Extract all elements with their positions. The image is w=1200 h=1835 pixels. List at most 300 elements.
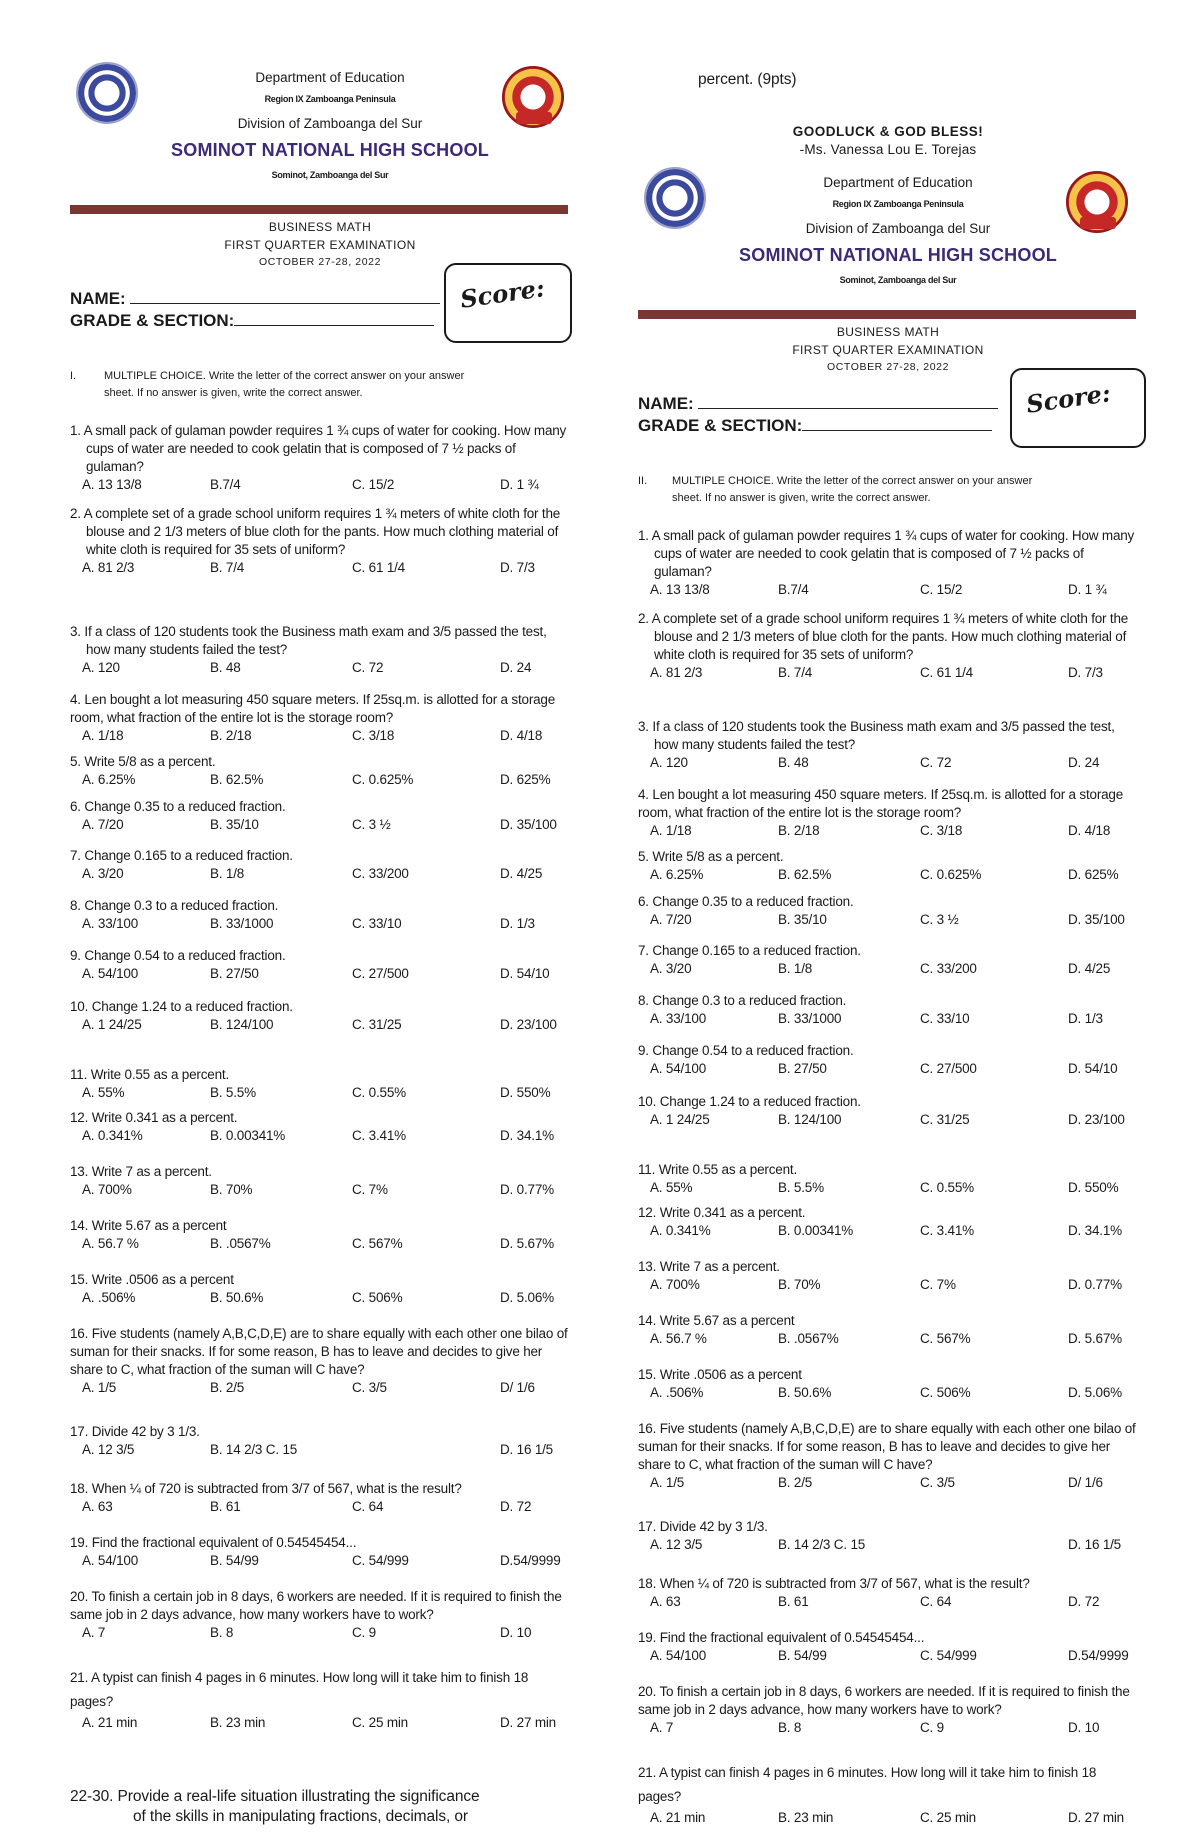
option-a: A. 81 2/3 [650,665,703,680]
option-a: A. 700% [650,1277,700,1292]
option-b: B. .0567% [210,1236,271,1251]
option-c: C. 3 ½ [920,912,959,927]
option-c: C. 3/5 [920,1475,955,1490]
option-c: C. 3.41% [920,1223,974,1238]
option-d: D. 5.06% [500,1290,554,1305]
option-d: D. 27 min [500,1715,556,1730]
question-stem: 4. Len bought a lot measuring 450 square meters. If 25sq.m. is allotted for a storage room, what fraction of the entire lot is the storage room? [70,692,556,725]
option-d: D. 34.1% [500,1128,554,1143]
question-stem: 20. To finish a certain job in 8 days, 6 workers are needed. If it is required to finish the same job in 2 days advance, how many workers have to work? [70,1589,562,1622]
question-8 [70,897,570,933]
question-7 [638,942,1138,978]
option-d: D. 23/100 [500,1017,557,1032]
answer-options [70,659,570,677]
student-info [638,393,998,437]
option-a: A. 6.25% [82,772,136,787]
option-d: D. 35/100 [500,817,557,832]
option-a: A. 7 [650,1720,674,1735]
question-15 [70,1271,570,1307]
question-stem: 12. Write 0.341 as a percent. [70,1110,238,1125]
question-stem: 7. Change 0.165 to a reduced fraction. [638,943,861,958]
answer-options [638,1276,1138,1294]
answer-options [70,1127,570,1145]
grade-section-label: GRADE & SECTION: [70,311,235,330]
option-d: D. 72 [1068,1594,1100,1609]
score-label: Score: [458,273,547,314]
option-b: B. 2/5 [778,1475,813,1490]
option-a: A. 33/100 [650,1011,706,1026]
grade-section-blank[interactable] [802,415,992,431]
option-b: B. 124/100 [210,1017,274,1032]
option-c: C. 33/200 [352,866,409,881]
question-stem: 14. Write 5.67 as a percent [638,1313,795,1328]
option-c: C. 0.625% [352,772,414,787]
question-14 [638,1312,1138,1348]
instructions-line-1: MULTIPLE CHOICE. Write the letter of the correct answer on your answer [672,475,1033,487]
option-b: B. 14 2/3 C. 15 [778,1537,866,1552]
question-stem: 19. Find the fractional equivalent of 0.54545454... [70,1535,357,1550]
option-c: C. 3/18 [352,728,395,743]
answer-options [638,1647,1138,1665]
exam-title: FIRST QUARTER EXAMINATION [792,343,984,357]
student-info [70,288,440,332]
option-c: C. 25 min [352,1715,408,1730]
option-b: B. 1/8 [778,961,813,976]
option-d: D. 0.77% [1068,1277,1122,1292]
option-c: C. 25 min [920,1810,976,1825]
option-d: D. 10 [1068,1720,1100,1735]
option-b: B. 7/4 [778,665,813,680]
question-stem: 6. Change 0.35 to a reduced fraction. [638,894,854,909]
question-21 [70,1666,570,1732]
option-b: B. 27/50 [210,966,259,981]
question-13 [638,1258,1138,1294]
answer-options [70,559,570,577]
option-b: B. 0.00341% [778,1223,854,1238]
question-12 [70,1109,570,1145]
school-name: SOMINOT NATIONAL HIGH SCHOOL [171,140,489,160]
exam-date: OCTOBER 27-28, 2022 [826,361,950,373]
question-stem: 13. Write 7 as a percent. [638,1259,780,1274]
option-a: A. 54/100 [650,1648,706,1663]
question-12 [638,1204,1138,1240]
question-stem: 3. If a class of 120 students took the Business math exam and 3/5 passed the test, how many students failed the test? [70,624,547,657]
question-stem: 9. Change 0.54 to a reduced fraction. [70,948,286,963]
option-c: C. 54/999 [920,1648,977,1663]
question-6 [638,893,1138,929]
option-a: A. 12 3/5 [82,1442,135,1457]
question-18 [70,1480,570,1516]
school-address: Sominot, Zamboanga del Sur [271,170,389,180]
option-d: D.54/9999 [500,1553,561,1568]
option-b: B. 54/99 [210,1553,259,1568]
option-d: D. 625% [1068,867,1119,882]
option-a: A. 3/20 [82,866,124,881]
option-a: A. 63 [82,1499,113,1514]
question-stem: 21. A typist can finish 4 pages in 6 minutes. How long will it take him to finish 18 pages? [70,1670,529,1709]
question-stem: 13. Write 7 as a percent. [70,1164,212,1179]
question-19 [638,1629,1138,1665]
answer-options [638,1010,1138,1028]
answer-options [638,581,1138,599]
option-c: C. 506% [920,1385,971,1400]
option-b: B. 2/5 [210,1380,245,1395]
answer-options [638,1474,1138,1492]
option-d: D. 24 [500,660,532,675]
option-b: B. 8 [210,1625,234,1640]
answer-options [638,960,1138,978]
option-c: C. 0.625% [920,867,982,882]
question-stem: 19. Find the fractional equivalent of 0.54545454... [638,1630,925,1645]
question-16 [638,1420,1138,1492]
answer-options [638,1111,1138,1129]
right-header [638,105,1158,435]
question-14 [70,1217,570,1253]
option-d: D. 4/25 [1068,961,1111,976]
question-stem: 18. When ¼ of 720 is subtracted from 3/7 of 567, what is the result? [70,1481,462,1496]
region-label: Region IX Zamboanga Peninsula [264,94,396,104]
option-a: A. 21 min [82,1715,138,1730]
exam-date: OCTOBER 27-28, 2022 [258,256,382,268]
division-label: Division of Zamboanga del Sur [237,116,423,131]
option-c: C. 567% [352,1236,403,1251]
option-a: A. 1/5 [82,1380,117,1395]
answer-options [70,1235,570,1253]
option-a: A. 6.25% [650,867,704,882]
answer-options [70,915,570,933]
option-d: D. 34.1% [1068,1223,1122,1238]
option-a: A. .506% [82,1290,136,1305]
question-stem: 5. Write 5/8 as a percent. [70,754,216,769]
option-a: A. 1/5 [650,1475,685,1490]
option-c: C. 33/10 [352,916,402,931]
option-c: C. 61 1/4 [920,665,973,680]
answer-options [70,771,570,789]
instructions [638,473,1138,507]
option-b: B.7/4 [778,582,809,597]
answer-options [70,1624,570,1642]
question-9 [638,1042,1138,1078]
answer-options [70,1289,570,1307]
option-a: A. 120 [82,660,120,675]
option-b: B. 5.5% [210,1085,256,1100]
option-d: D. 7/3 [1068,665,1103,680]
option-d: D. 16 1/5 [1068,1537,1121,1552]
option-c: C. 7% [920,1277,956,1292]
option-a: A. 13 13/8 [82,477,142,492]
question-4 [638,786,1138,840]
name-blank[interactable] [130,288,440,304]
school-name: SOMINOT NATIONAL HIGH SCHOOL [739,245,1057,265]
option-a: A. 54/100 [650,1061,706,1076]
question-1 [70,422,570,494]
option-b: B. 27/50 [778,1061,827,1076]
option-b: B. .0567% [778,1331,839,1346]
question-stem: 7. Change 0.165 to a reduced fraction. [70,848,293,863]
answer-options [638,754,1138,772]
option-a: A. 13 13/8 [650,582,710,597]
option-a: A. 55% [650,1180,693,1195]
option-d: D. 35/100 [1068,912,1125,927]
option-a: A. .506% [650,1385,704,1400]
answer-options [638,1719,1138,1737]
section-number: I. [70,370,77,382]
option-c: C. 33/10 [920,1011,970,1026]
option-c: C. 15/2 [920,582,963,597]
question-9 [70,947,570,983]
option-b: B.7/4 [210,477,241,492]
question-stem: 10. Change 1.24 to a reduced fraction. [70,999,293,1014]
option-a: A. 120 [650,755,688,770]
option-d: D. 5.67% [500,1236,554,1251]
option-a: A. 56.7 % [82,1236,139,1251]
option-b: B. 62.5% [210,772,264,787]
school-address: Sominot, Zamboanga del Sur [839,275,957,285]
division-label: Division of Zamboanga del Sur [805,221,991,236]
question-2 [70,505,570,577]
essay-line-2: of the skills in manipulating fractions, decimals, or [133,1808,468,1825]
option-a: A. 1/18 [82,728,124,743]
option-d: D. 7/3 [500,560,535,575]
name-label: NAME: [638,394,694,413]
question-20 [638,1683,1138,1737]
question-stem: 3. If a class of 120 students took the Business math exam and 3/5 passed the test, how many students failed the test? [638,719,1115,752]
answer-options [70,865,570,883]
option-d: D. 1 ¾ [500,477,539,492]
option-b: B. 70% [210,1182,253,1197]
question-21 [638,1761,1138,1827]
option-b: B. 8 [778,1720,802,1735]
option-b: B. 33/1000 [778,1011,842,1026]
answer-options [638,911,1138,929]
answer-options [70,1181,570,1199]
answer-options [638,1060,1138,1078]
score-label: Score: [1024,378,1113,419]
option-d: D. 24 [1068,755,1100,770]
question-stem: 21. A typist can finish 4 pages in 6 minutes. How long will it take him to finish 18 pages? [638,1765,1097,1804]
option-b: B. 1/8 [210,866,245,881]
answer-options [70,476,570,494]
answer-options [638,1809,1138,1827]
exam-title: FIRST QUARTER EXAMINATION [224,238,416,252]
name-label: NAME: [70,289,126,308]
answer-options [70,965,570,983]
option-c: C. 27/500 [352,966,409,981]
option-a: A. 33/100 [82,916,138,931]
option-c: C. 72 [920,755,952,770]
instructions-line-2: sheet. If no answer is given, write the correct answer. [672,492,931,504]
option-b: B. 14 2/3 C. 15 [210,1442,298,1457]
option-a: A. 0.341% [650,1223,711,1238]
option-a: A. 0.341% [82,1128,143,1143]
answer-options [638,1384,1138,1402]
question-19 [70,1534,570,1570]
option-a: A. 700% [82,1182,132,1197]
essay-question [70,1787,480,1827]
option-d: D.54/9999 [1068,1648,1129,1663]
question-stem: 11. Write 0.55 as a percent. [70,1067,229,1082]
option-a: A. 54/100 [82,1553,138,1568]
answer-options [70,1084,570,1102]
option-d: D. 1 ¾ [1068,582,1107,597]
exam-subject: BUSINESS MATH [268,220,372,234]
option-d: D. 0.77% [500,1182,554,1197]
option-a: A. 3/20 [650,961,692,976]
question-11 [70,1066,570,1102]
question-stem: 1. A small pack of gulaman powder requires 1 ¾ cups of water for cooking. How many cups of water are needed to cook gelatin that is composed of 7 ½ packs of gulaman? [70,423,567,474]
option-c: C. 0.55% [352,1085,406,1100]
option-d: D. 72 [500,1499,532,1514]
answer-options [70,1016,570,1034]
question-8 [638,992,1138,1028]
option-d: D. 10 [500,1625,532,1640]
essay-line-1: 22-30. Provide a real-life situation illustrating the significance [70,1788,480,1805]
option-d: D. 16 1/5 [500,1442,553,1457]
answer-options [638,664,1138,682]
region-label: Region IX Zamboanga Peninsula [832,199,964,209]
goodluck-message: GOODLUCK & GOD BLESS! [792,124,984,139]
option-c: C. 3 ½ [352,817,391,832]
option-c: C. 31/25 [920,1112,970,1127]
option-d: D/ 1/6 [500,1380,535,1395]
option-c: C. 27/500 [920,1061,977,1076]
answer-options [70,1441,570,1459]
option-a: A. 81 2/3 [82,560,135,575]
option-c: C. 64 [920,1594,952,1609]
option-c: C. 33/200 [920,961,977,976]
question-stem: 8. Change 0.3 to a reduced fraction. [638,993,847,1008]
option-d: D. 1/3 [1068,1011,1103,1026]
grade-section-blank[interactable] [234,310,434,326]
question-stem: 2. A complete set of a grade school uniform requires 1 ¾ meters of white cloth for the blouse and 2 1/3 meters of blue cloth for the pants. How much clothing material of white cloth is required for 35 sets of uniform? [638,611,1129,662]
option-c: C. 15/2 [352,477,395,492]
answer-options [638,1330,1138,1348]
question-20 [70,1588,570,1642]
question-stem: 9. Change 0.54 to a reduced fraction. [638,1043,854,1058]
question-stem: 18. When ¼ of 720 is subtracted from 3/7 of 567, what is the result? [638,1576,1030,1591]
question-stem: 4. Len bought a lot measuring 450 square meters. If 25sq.m. is allotted for a storage room, what fraction of the entire lot is the storage room? [638,787,1124,820]
option-c: C. 3/18 [920,823,963,838]
question-3 [638,718,1138,772]
option-b: B. 70% [778,1277,821,1292]
option-d: D. 550% [500,1085,551,1100]
teacher-name: -Ms. Vanessa Lou E. Torejas [799,142,977,157]
option-d: D. 625% [500,772,551,787]
instructions-line-2: sheet. If no answer is given, write the correct answer. [104,387,363,399]
answer-options [638,1536,1138,1554]
question-stem: 17. Divide 42 by 3 1/3. [70,1424,200,1439]
answer-options [70,1552,570,1570]
department-label: Department of Education [255,70,405,85]
question-2 [638,610,1138,682]
score-box [1010,368,1146,448]
question-stem: 8. Change 0.3 to a reduced fraction. [70,898,279,913]
question-18 [638,1575,1138,1611]
option-b: B. 2/18 [210,728,252,743]
answer-options [638,1179,1138,1197]
option-d: D. 5.67% [1068,1331,1122,1346]
question-stem: 5. Write 5/8 as a percent. [638,849,784,864]
option-a: A. 1 24/25 [650,1112,710,1127]
question-17 [70,1423,570,1459]
option-c: C. 506% [352,1290,403,1305]
option-b: B. 33/1000 [210,916,274,931]
option-a: A. 1/18 [650,823,692,838]
answer-options [70,1379,570,1397]
answer-options [70,1498,570,1516]
question-1 [638,527,1138,599]
option-b: B. 124/100 [778,1112,842,1127]
option-d: D. 4/18 [1068,823,1111,838]
question-7 [70,847,570,883]
option-b: B. 61 [778,1594,809,1609]
answer-options [70,816,570,834]
question-3 [70,623,570,677]
answer-options [638,1593,1138,1611]
option-b: B. 50.6% [210,1290,264,1305]
question-5 [638,848,1138,884]
option-c: C. 7% [352,1182,388,1197]
option-b: B. 5.5% [778,1180,824,1195]
question-stem: 2. A complete set of a grade school uniform requires 1 ¾ meters of white cloth for the blouse and 2 1/3 meters of blue cloth for the pants. How much clothing material of white cloth is required for 35 sets of uniform? [70,506,561,557]
option-c: C. 3.41% [352,1128,406,1143]
instructions-line-1: MULTIPLE CHOICE. Write the letter of the correct answer on your answer [104,370,465,382]
question-stem: 17. Divide 42 by 3 1/3. [638,1519,768,1534]
exam-subject: BUSINESS MATH [836,325,940,339]
question-13 [70,1163,570,1199]
option-c: C. 61 1/4 [352,560,405,575]
option-a: A. 7 [82,1625,106,1640]
option-c: C. 72 [352,660,384,675]
name-blank[interactable] [698,393,998,409]
option-a: A. 56.7 % [650,1331,707,1346]
question-stem: 20. To finish a certain job in 8 days, 6 workers are needed. If it is required to finish the same job in 2 days advance, how many workers have to work? [638,1684,1130,1717]
option-c: C. 0.55% [920,1180,974,1195]
question-stem: 14. Write 5.67 as a percent [70,1218,227,1233]
option-d: D. 5.06% [1068,1385,1122,1400]
answer-options [70,1714,570,1732]
option-b: B. 35/10 [778,912,827,927]
question-4 [70,691,570,745]
option-b: B. 48 [210,660,241,675]
option-c: C. 9 [920,1720,944,1735]
option-d: D. 54/10 [1068,1061,1118,1076]
option-b: B. 0.00341% [210,1128,286,1143]
option-b: B. 62.5% [778,867,832,882]
question-stem: 10. Change 1.24 to a reduced fraction. [638,1094,861,1109]
answer-options [638,866,1138,884]
option-c: C. 3/5 [352,1380,387,1395]
option-d: D/ 1/6 [1068,1475,1103,1490]
header-divider [70,205,568,214]
question-15 [638,1366,1138,1402]
option-c: C. 64 [352,1499,384,1514]
option-b: B. 35/10 [210,817,259,832]
option-d: D. 54/10 [500,966,550,981]
instructions [70,368,570,402]
question-stem: 15. Write .0506 as a percent [638,1367,802,1382]
question-stem: 16. Five students (namely A,B,C,D,E) are to share equally with each other one bilao of suman for their snacks. If for some reason, B has to leave and decides to give her share to C, what fraction of the suman will C have? [70,1326,568,1377]
question-stem: 1. A small pack of gulaman powder requires 1 ¾ cups of water for cooking. How many cups of water are needed to cook gelatin that is composed of 7 ½ packs of gulaman? [638,528,1135,579]
option-b: B. 2/18 [778,823,820,838]
option-b: B. 50.6% [778,1385,832,1400]
question-stem: 6. Change 0.35 to a reduced fraction. [70,799,286,814]
option-a: A. 21 min [650,1810,706,1825]
question-11 [638,1161,1138,1197]
option-a: A. 63 [650,1594,681,1609]
header-divider [638,310,1136,319]
option-d: D. 550% [1068,1180,1119,1195]
